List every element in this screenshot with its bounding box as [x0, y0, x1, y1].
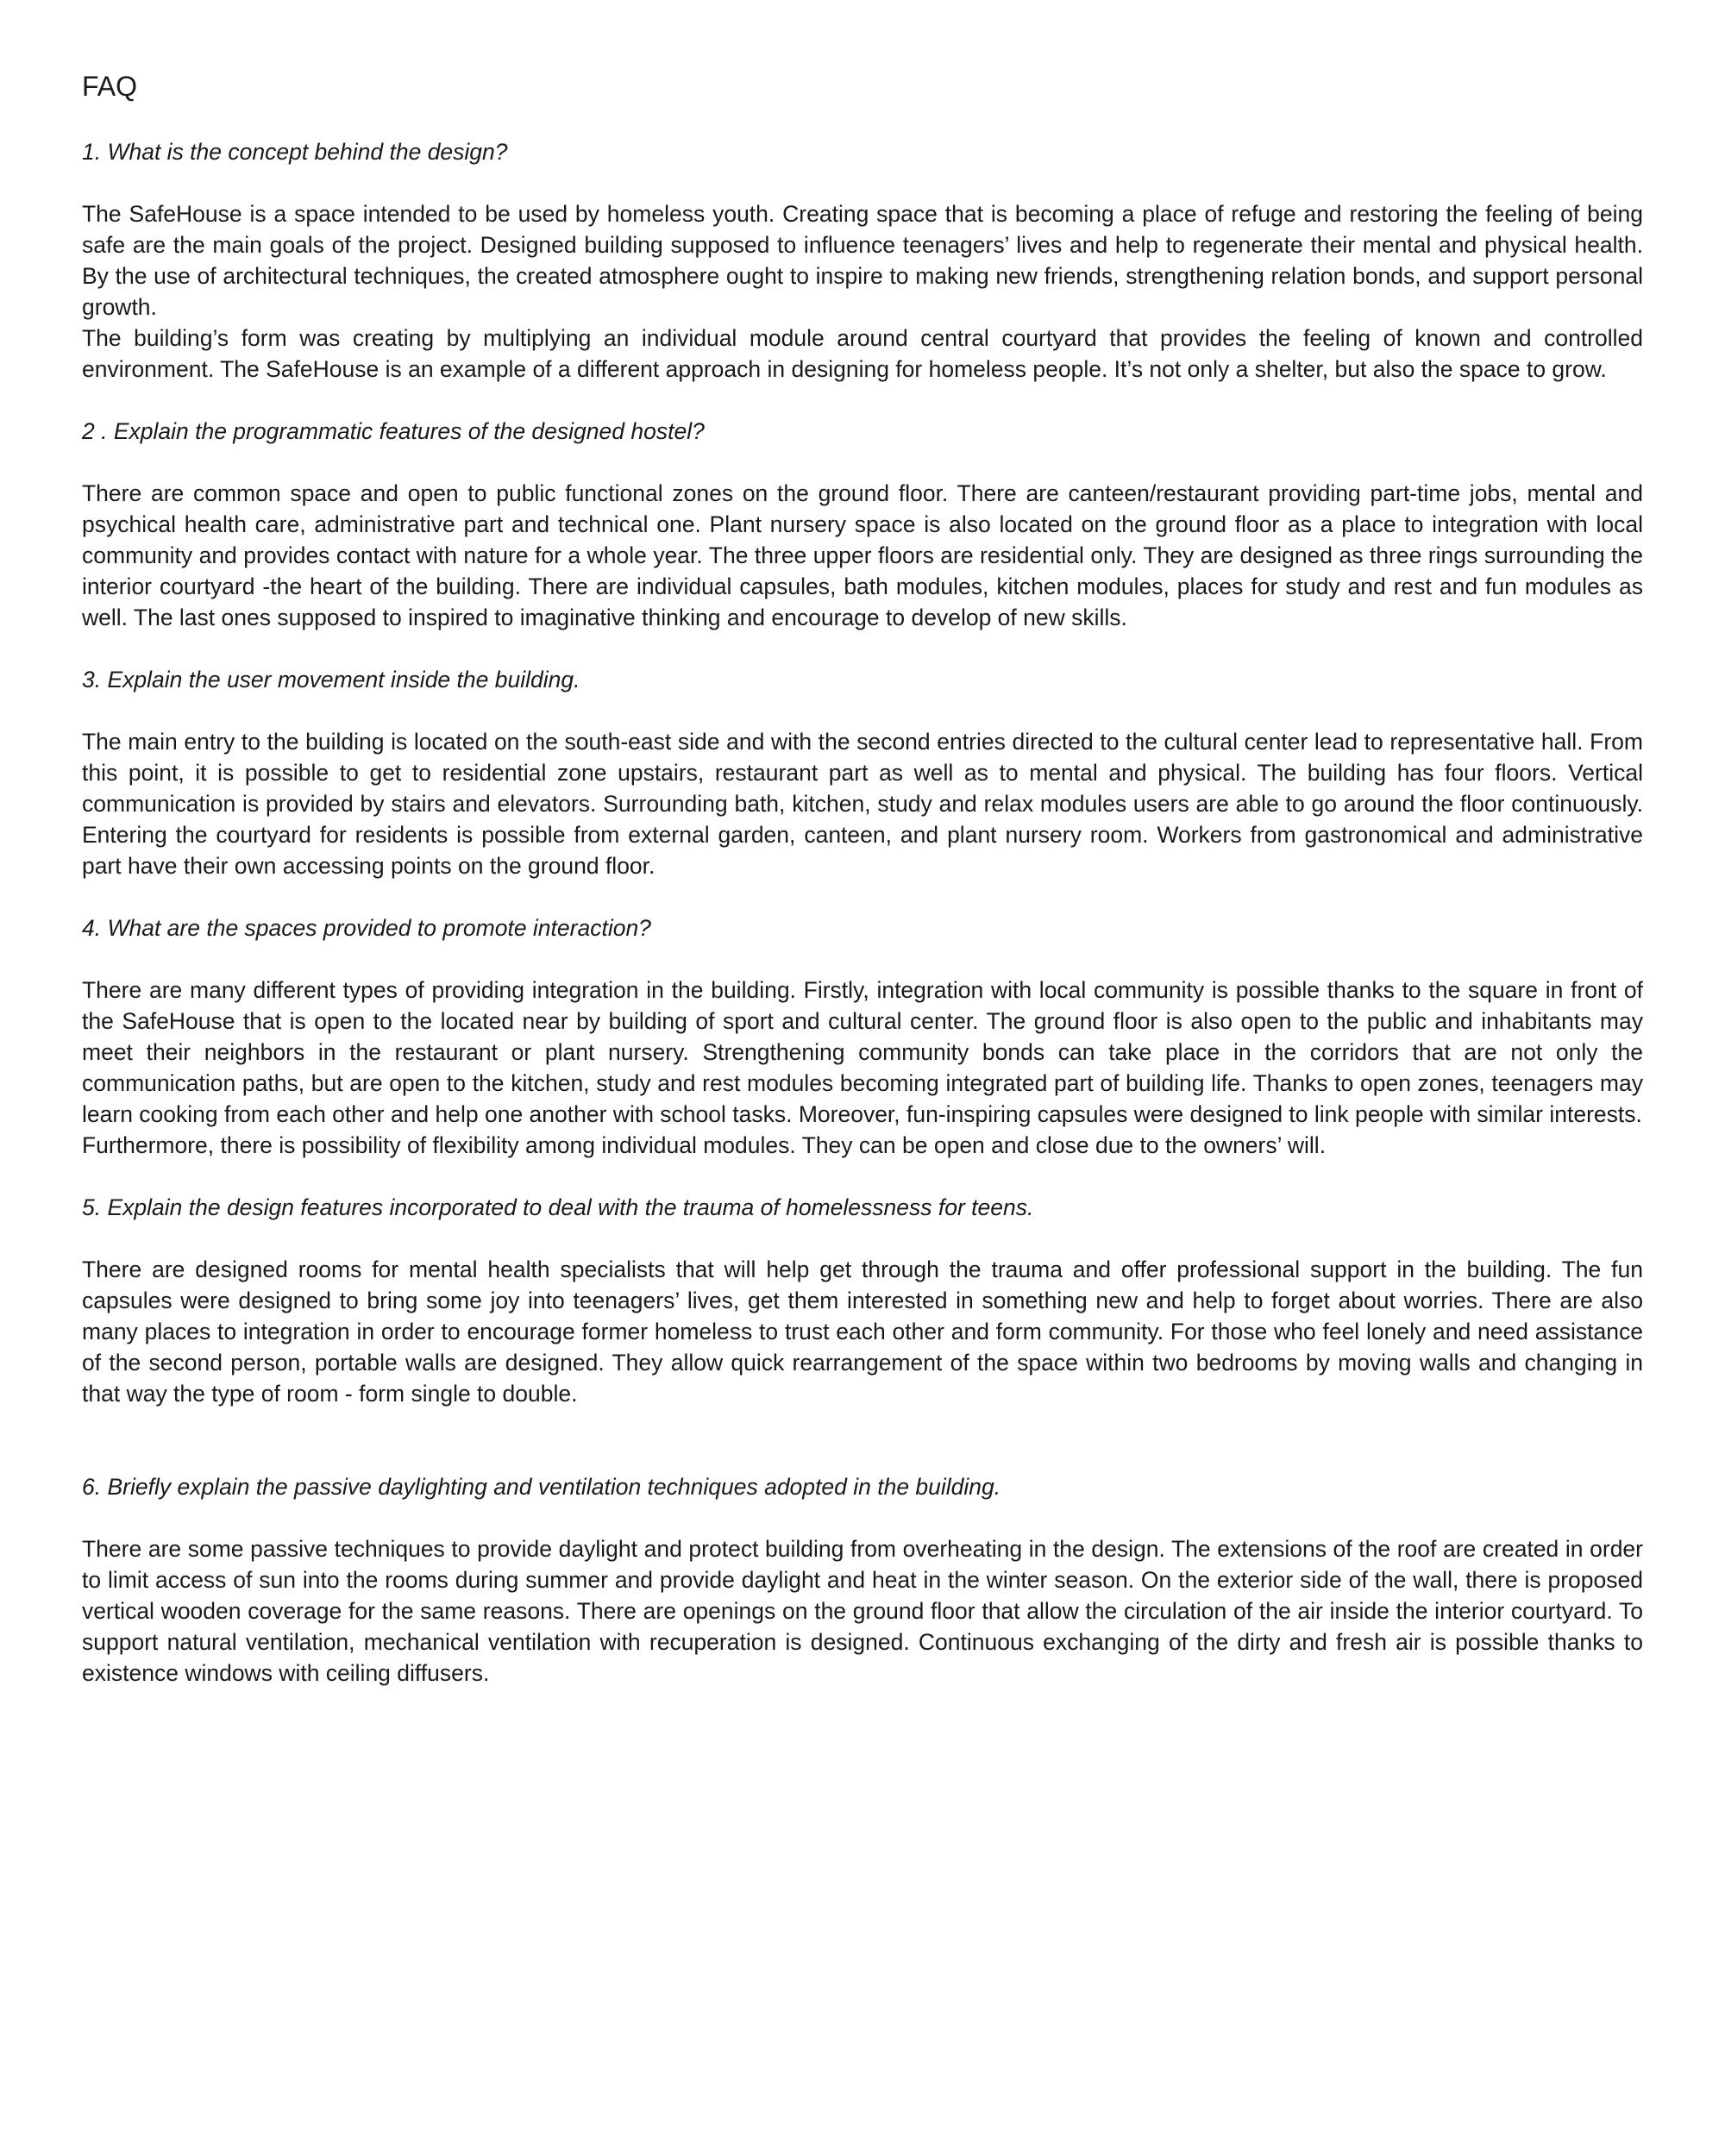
faq-question-5: 5. Explain the design features incorporated to deal with the trauma of homelessness for teens. — [82, 1194, 1034, 1220]
faq-answer-2 — [82, 478, 1643, 633]
faq-answer-3 — [82, 726, 1643, 881]
faq-answer-1 — [82, 198, 1643, 385]
faq-answer-5-paragraph-1: There are designed rooms for mental health specialists that will help get through the trauma and offer professional support in the building. The fun capsules were designed to bring some joy into teenagers’ lives, get them interested in something new and help to forget about worries. There are also many places to integration in order to encourage former homeless to trust each other and form community. For those who feel lonely and need assistance of the second person, portable walls are designed. They allow quick rearrangement of the space within two bedrooms by moving walls and changing in that way the type of room - form single to double. — [82, 1257, 1643, 1407]
faq-answer-3-paragraph-1: The main entry to the building is located on the south-east side and with the second entries directed to the cultural center lead to representative hall. From this point, it is possible to get to residential zone upstairs, restaurant part as well as to mental and physical. The building has four floors. Vertical communication is provided by stairs and elevators. Surrounding bath, kitchen, study and relax modules users are able to go around the floor continuously. Entering the courtyard for residents is possible from external garden, canteen, and plant nursery room. Workers from gastronomical and administrative part have their own accessing points on the ground floor. — [82, 729, 1643, 879]
faq-answer-5 — [82, 1254, 1643, 1409]
faq-answer-6-paragraph-1: There are some passive techniques to provide daylight and protect building from overheating in the design. The extensions of the roof are created in order to limit access of sun into the rooms during summer and provide daylight and heat in the winter season. On the exterior side of the wall, there is proposed vertical wooden coverage for the same reasons. There are openings on the ground floor that allow the circulation of the air inside the interior courtyard. To support natural ventilation, mechanical ventilation with recuperation is designed. Continuous exchanging of the dirty and fresh air is possible thanks to existence windows with ceiling diffusers. — [82, 1536, 1643, 1686]
faq-document — [82, 67, 1643, 1689]
page-title: FAQ — [82, 71, 138, 102]
faq-answer-4-paragraph-1: There are many different types of providing integration in the building. Firstly, integration with local community is possible thanks to the square in front of the SafeHouse that is open to the located near by building of sport and cultural center. The ground floor is also open to the public and inhabitants may meet their neighbors in the restaurant or plant nursery. Strengthening community bonds can take place in the corridors that are not only the communication paths, but are open to the kitchen, study and rest modules becoming integrated part of building life. Thanks to open zones, teenagers may learn cooking from each other and help one another with school tasks. Moreover, fun-inspiring capsules were designed to link people with similar interests. — [82, 977, 1643, 1127]
faq-item-4 — [82, 912, 1643, 1161]
faq-question-2: 2 . Explain the programmatic features of the designed hostel? — [82, 418, 705, 444]
faq-item-1 — [82, 136, 1643, 385]
faq-item-6 — [82, 1471, 1643, 1689]
faq-question-6: 6. Briefly explain the passive daylighting and ventilation techniques adopted in the building. — [82, 1474, 1001, 1500]
faq-item-3 — [82, 664, 1643, 881]
faq-question-4: 4. What are the spaces provided to promote interaction? — [82, 915, 651, 941]
faq-answer-6 — [82, 1533, 1643, 1689]
faq-answer-2-paragraph-1: There are common space and open to public functional zones on the ground floor. There are canteen/restaurant providing part-time jobs, mental and psychical health care, administrative part and technical one. Plant nursery space is also located on the ground floor as a place to integration with local community and provides contact with nature for a whole year. The three upper floors are residential only. They are designed as three rings surrounding the interior courtyard -the heart of the building. There are individual capsules, bath modules, kitchen modules, places for study and rest and fun modules as well. The last ones supposed to inspired to imaginative thinking and encourage to develop of new skills. — [82, 480, 1643, 630]
faq-question-1: 1. What is the concept behind the design? — [82, 139, 508, 165]
faq-answer-4 — [82, 975, 1643, 1161]
faq-question-3: 3. Explain the user movement inside the building. — [82, 667, 580, 693]
faq-item-5 — [82, 1192, 1643, 1409]
faq-answer-1-paragraph-1: The SafeHouse is a space intended to be used by homeless youth. Creating space that is becoming a place of refuge and restoring the feeling of being safe are the main goals of the project. Designed building supposed to influence teenagers’ lives and help to regenerate their mental and physical health. By the use of architectural techniques, the created atmosphere ought to inspire to making new friends, strengthening relation bonds, and support personal growth. — [82, 201, 1643, 320]
faq-answer-1-paragraph-2: The building’s form was creating by multiplying an individual module around central courtyard that provides the feeling of known and controlled environment. The SafeHouse is an example of a different approach in designing for homeless people. It’s not only a shelter, but also the space to grow. — [82, 325, 1643, 382]
faq-item-2 — [82, 416, 1643, 633]
faq-answer-4-paragraph-2: Furthermore, there is possibility of flexibility among individual modules. They can be open and close due to the owners’ will. — [82, 1132, 1327, 1158]
